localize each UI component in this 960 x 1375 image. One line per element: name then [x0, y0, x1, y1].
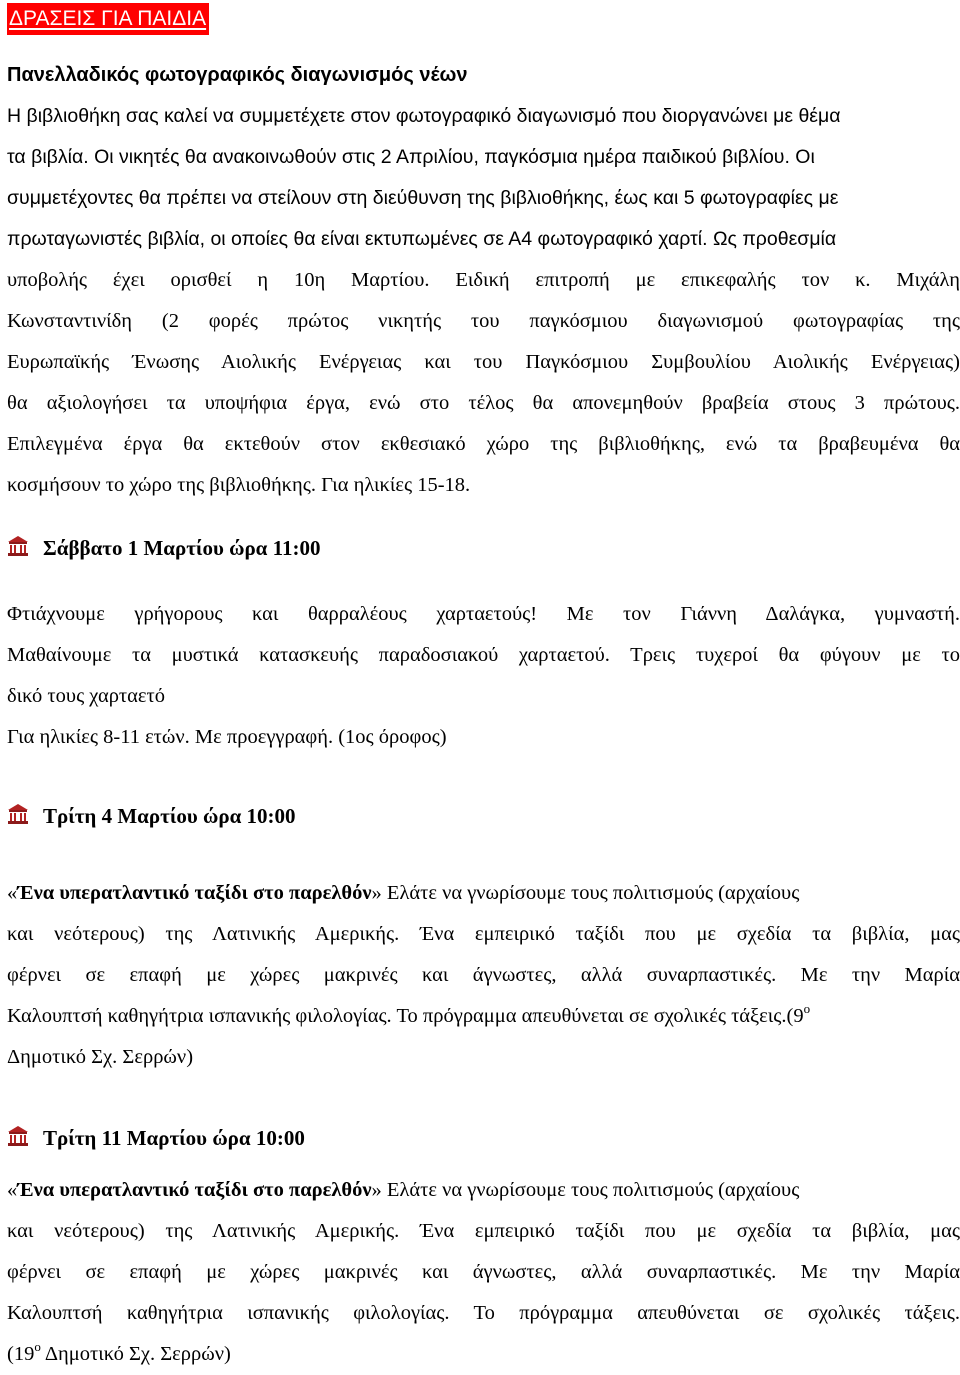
contest-line: Η βιβλιοθήκη σας καλεί να συμμετέχετε στον φωτογραφικό διαγωνισμό που διοργανώνει με θέμα [7, 105, 841, 127]
quote-open: « [7, 882, 18, 904]
event-line: και νεότερους) της Λατινικής Αμερικής. Ένα εμπειρικό ταξίδι που με σχεδία τα βιβλία, μας [7, 923, 960, 945]
event-line: Καλουπτσή καθηγήτρια ισπανικής φιλολογίας. Το πρόγραμμα απευθύνεται σε σχολικές τάξεις. [7, 1302, 960, 1324]
contest-line: Επιλεγμένα έργα θα εκτεθούν στον εκθεσιακό χώρο της βιβλιοθήκης, ενώ τα βραβευμένα θα [7, 433, 960, 455]
library-building-icon [7, 803, 29, 825]
event-line [7, 996, 960, 1037]
event-quote-title: Ένα υπερατλαντικό ταξίδι στο παρελθόν [17, 882, 372, 904]
superscript: ο [34, 1339, 41, 1354]
contest-line: κοσμήσουν το χώρο της βιβλιοθήκης. Για ηλικίες 15-18. [7, 474, 471, 496]
contest-line: Κωνσταντινίδη (2 φορές πρώτος νικητής του παγκόσμιου διαγωνισμού φωτογραφίας της [7, 310, 960, 332]
event-line-pre: (19 [7, 1343, 35, 1365]
quote-close: » [371, 1179, 382, 1201]
library-building-icon [7, 535, 29, 557]
contest-line: τα βιβλία. Οι νικητές θα ανακοινωθούν στις 2 Απριλίου, παγκόσμια ημέρα παιδικού βιβλίου. Οι [7, 146, 815, 168]
contest-line: θα αξιολογήσει τα υποψήφια έργα, ενώ στο τέλος θα απονεμηθούν βραβεία στους 3 πρώτους. [7, 392, 960, 414]
contest-section [7, 55, 960, 506]
event-line-rest: Ελάτε να γνωρίσουμε τους πολιτισμούς (αρχαίους [381, 882, 800, 904]
quote-close: » [371, 882, 382, 904]
event-line [7, 1170, 960, 1211]
event-line: και νεότερους) της Λατινικής Αμερικής. Ένα εμπειρικό ταξίδι που με σχεδία τα βιβλία, μας [7, 1220, 960, 1242]
event-description [7, 594, 960, 758]
event-line-text: Καλουπτσή καθηγήτρια ισπανικής φιλολογίας. Το πρόγραμμα απευθύνεται σε σχολικές τάξεις.(9 [7, 1005, 804, 1027]
contest-line: συμμετέχοντες θα πρέπει να στείλουν στη διεύθυνση της βιβλιοθήκης, έως και 5 φωτογραφίες με [7, 187, 839, 209]
event-line: Μαθαίνουμε τα μυστικά κατασκευής παραδοσιακού χαρταετού. Τρεις τυχεροί θα φύγουν με το [7, 644, 960, 666]
event-description [7, 1170, 960, 1375]
event-line [7, 1334, 960, 1375]
superscript: ο [803, 1001, 811, 1016]
event-line: φέρνει σε επαφή με χώρες μακρινές και άγνωστες, αλλά συναρπαστικές. Με την Μαρία [7, 1261, 960, 1283]
event-line-rest: Ελάτε να γνωρίσουμε τους πολιτισμούς (αρχαίους [381, 1179, 800, 1201]
event-quote-title: Ένα υπερατλαντικό ταξίδι στο παρελθόν [17, 1179, 372, 1201]
section-heading: ΔΡΑΣΕΙΣ ΓΙΑ ΠΑΙΔΙΑ [7, 3, 209, 35]
contest-line: πρωταγωνιστές βιβλία, οι οποίες θα είναι εκτυπωμένες σε Α4 φωτογραφικό χαρτί. Ως προθεσμία [7, 228, 837, 250]
event-line: φέρνει σε επαφή με χώρες μακρινές και άγνωστες, αλλά συναρπαστικές. Με την Μαρία [7, 964, 960, 986]
event-title: Σάββατο 1 Μαρτίου ώρα 11:00 [43, 536, 321, 560]
event-title: Τρίτη 4 Μαρτίου ώρα 10:00 [43, 804, 296, 828]
contest-line: Ευρωπαϊκής Ένωσης Αιολικής Ενέργειας και του Παγκόσμιου Συμβουλίου Αιολικής Ενέργειας) [7, 351, 960, 373]
event-line: Δημοτικό Σχ. Σερρών) [7, 1046, 194, 1068]
event-line: Για ηλικίες 8-11 ετών. Με προεγγραφή. (1ος όροφος) [7, 726, 447, 748]
contest-title: Πανελλαδικός φωτογραφικός διαγωνισμός νέων [7, 64, 468, 86]
event-line-text: Δημοτικό Σχ. Σερρών) [40, 1343, 231, 1365]
event-line: Φτιάχνουμε γρήγορους και θαρραλέους χαρταετούς! Με τον Γιάννη Δαλάγκα, γυμναστή. [7, 603, 960, 625]
contest-line: υποβολής έχει ορισθεί η 10η Μαρτίου. Ειδική επιτροπή με επικεφαλής τον κ. Μιχάλη [7, 269, 960, 291]
event-line: δικό τους χαρταετό [7, 685, 166, 707]
event-title: Τρίτη 11 Μαρτίου ώρα 10:00 [43, 1126, 305, 1150]
event-line [7, 873, 960, 914]
library-building-icon [7, 1125, 29, 1147]
event-description [7, 873, 960, 1078]
quote-open: « [7, 1179, 18, 1201]
